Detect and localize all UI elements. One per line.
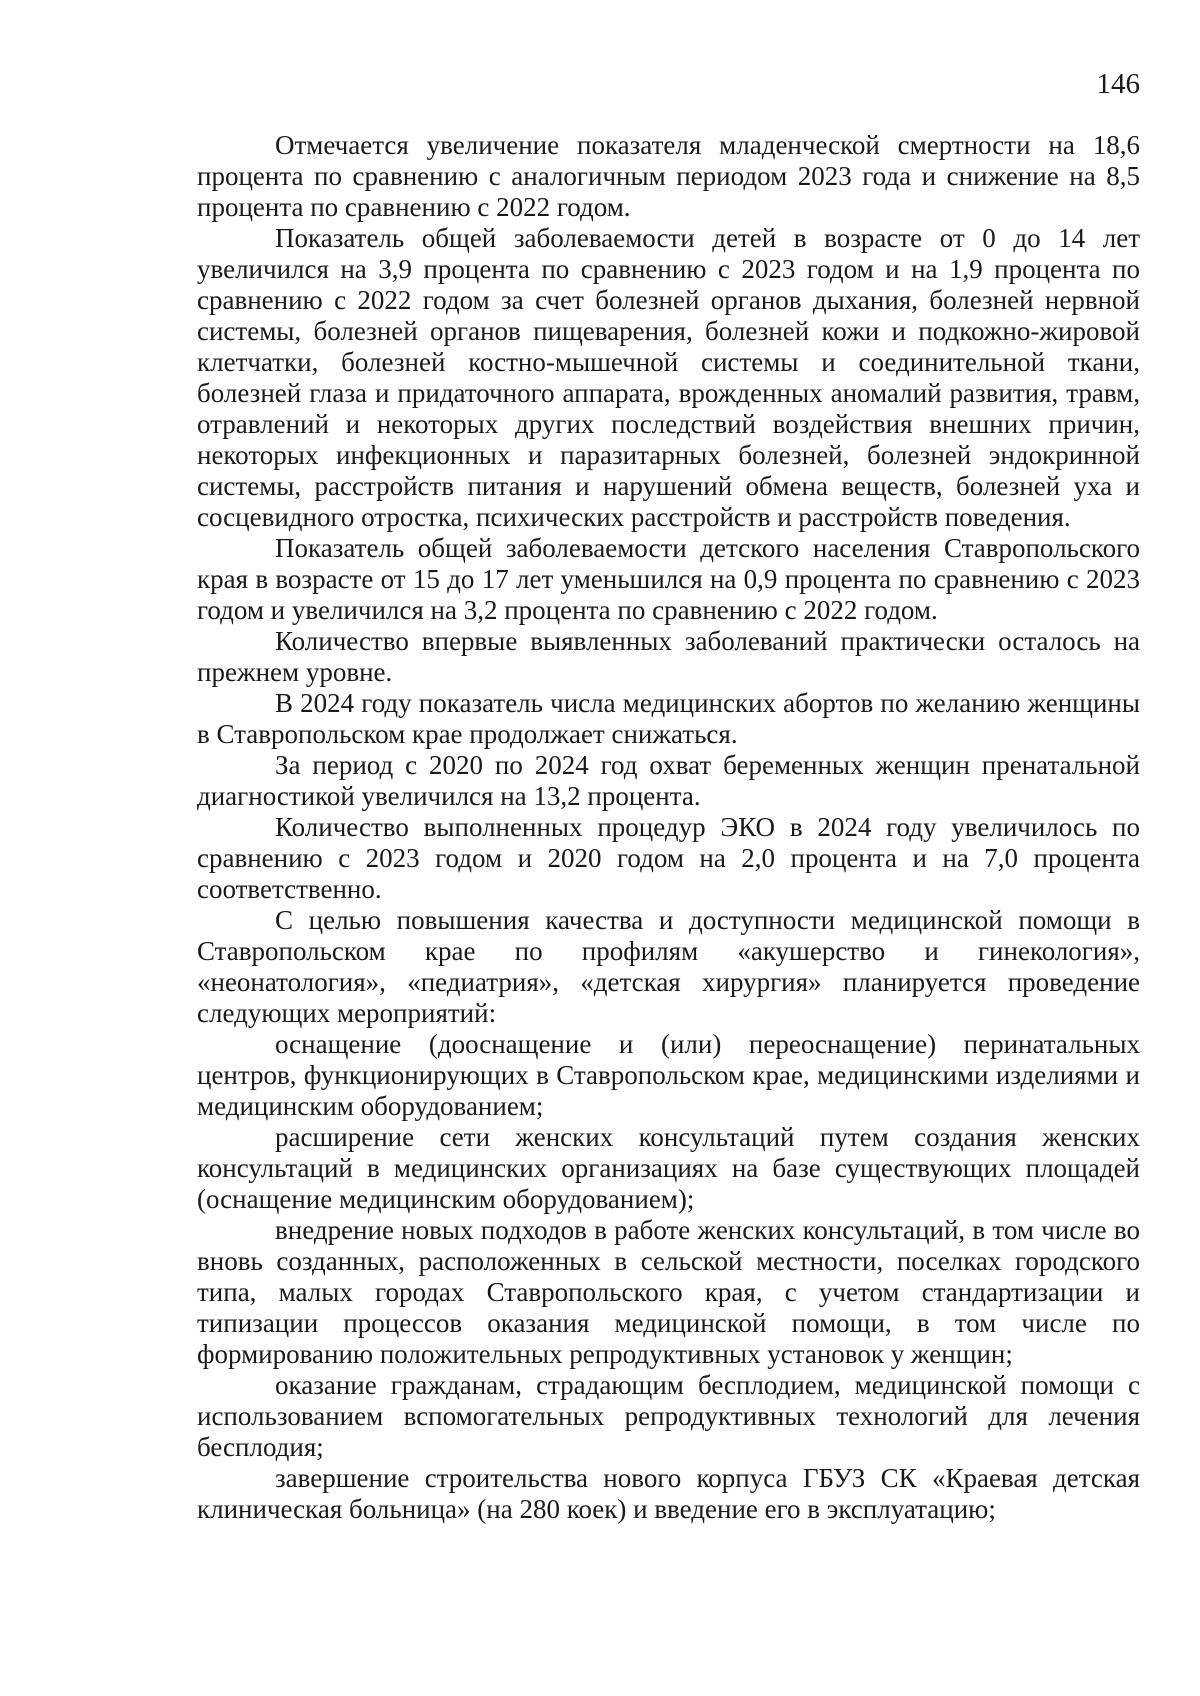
paragraph-infant-mortality: Отмечается увеличение показателя младенческой смертности на 18,6 процента по сравнению с аналогичным периодом 2023 года и снижение на 8,5 процента по сравнению с 2022 годом. (197, 130, 1140, 222)
list-item-new-approaches: внедрение новых подходов в работе женских консультаций, в том числе во вновь созданных, расположенных в сельской местности, поселках городского типа, малых городах Ставропольского края, с учетом стандартизации и типизации процессов оказания медицинской помощи, в том числе по формированию положительных репродуктивных установок у женщин; (197, 1215, 1140, 1369)
paragraph-children-morbidity-15-17: Показатель общей заболеваемости детского населения Ставропольского края в возрасте от 15 до 17 лет уменьшился на 0,9 процента по сравнению с 2023 годом и увеличился на 3,2 процента по сравнению с 2022 годом. (197, 533, 1140, 625)
list-item-infertility-care: оказание гражданам, страдающим бесплодием, медицинской помощи с использованием вспомогательных репродуктивных технологий для лечения бесплодия; (197, 1370, 1140, 1462)
paragraph-prenatal-diagnostics: За период с 2020 по 2024 год охват беременных женщин пренатальной диагностикой увеличился на 13,2 процента. (197, 750, 1140, 811)
paragraph-abortions: В 2024 году показатель числа медицинских абортов по желанию женщины в Ставропольском крае продолжает снижаться. (197, 688, 1140, 749)
list-item-perinatal-centers: оснащение (дооснащение и (или) переоснащение) перинатальных центров, функционирующих в Ставропольском крае, медицинскими изделиями и медицинским оборудованием; (197, 1029, 1140, 1121)
document-body (197, 130, 1140, 1525)
list-item-hospital-construction: завершение строительства нового корпуса ГБУЗ СК «Краевая детская клиническая больница» (на 280 коек) и введение его в эксплуатацию; (197, 1463, 1140, 1524)
list-item-womens-consultations-network: расширение сети женских консультаций путем создания женских консультаций в медицинских организациях на базе существующих площадей (оснащение медицинским оборудованием); (197, 1122, 1140, 1214)
page-number: 146 (1096, 68, 1140, 100)
paragraph-planned-measures-intro: С целью повышения качества и доступности медицинской помощи в Ставропольском крае по профилям «акушерство и гинекология», «неонатология», «педиатрия», «детская хирургия» планируется проведение следующих мероприятий: (197, 905, 1140, 1028)
paragraph-children-morbidity-0-14: Показатель общей заболеваемости детей в возрасте от 0 до 14 лет увеличился на 3,9 процента по сравнению с 2023 годом и на 1,9 процента по сравнению с 2022 годом за счет болезней органов дыхания, болезней нервной системы, болезней органов пищеварения, болезней кожи и подкожно-жировой клетчатки, болезней костно-мышечной системы и соединительной ткани, болезней глаза и придаточного аппарата, врожденных аномалий развития, травм, отравлений и некоторых других последствий воздействия внешних причин, некоторых инфекционных и паразитарных болезней, болезней эндокринной системы, расстройств питания и нарушений обмена веществ, болезней уха и сосцевидного отростка, психических расстройств и расстройств поведения. (197, 223, 1140, 532)
paragraph-new-diseases: Количество впервые выявленных заболеваний практически осталось на прежнем уровне. (197, 626, 1140, 687)
paragraph-ivf-procedures: Количество выполненных процедур ЭКО в 2024 году увеличилось по сравнению с 2023 годом и 2020 годом на 2,0 процента и на 7,0 процента соответственно. (197, 812, 1140, 904)
